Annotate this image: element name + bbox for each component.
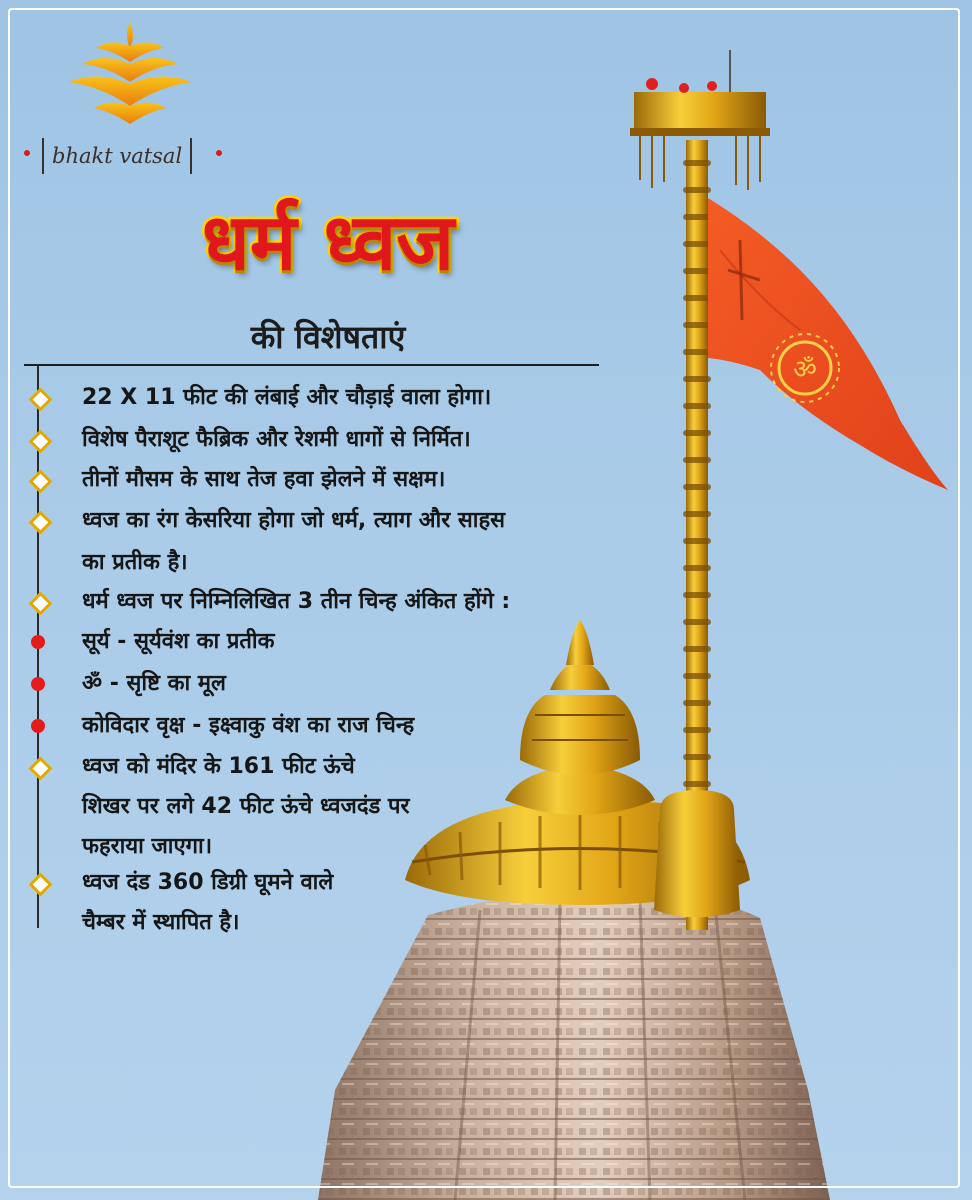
logo-dot-left bbox=[24, 150, 30, 156]
list-item: सूर्य - सूर्यवंश का प्रतीक bbox=[82, 629, 275, 654]
saffron-flag bbox=[708, 198, 948, 490]
brand-name: bhakt vatsal bbox=[42, 138, 192, 174]
page-subtitle: की विशेषताएं bbox=[250, 318, 406, 356]
red-dot-bullet-icon bbox=[28, 674, 48, 694]
list-item: ध्वज दंड 360 डिग्री घूमने वाले चैम्बर में स्थापित है। bbox=[82, 870, 334, 935]
list-item: तीनों मौसम के साथ तेज हवा झेलने में सक्षम। bbox=[82, 467, 446, 492]
brand-logo bbox=[20, 18, 240, 168]
om-emblem: ॐ bbox=[793, 355, 817, 385]
title-divider bbox=[24, 364, 599, 366]
diamond-bullet-icon bbox=[29, 388, 49, 408]
diamond-bullet-icon bbox=[29, 511, 49, 531]
list-item: विशेष पैराशूट फैब्रिक और रेशमी धागों से निर्मित। bbox=[82, 427, 471, 452]
list-item: कोविदार वृक्ष - इक्ष्वाकु वंश का राज चिन्ह bbox=[82, 713, 415, 738]
temple-spire bbox=[318, 888, 830, 1200]
logo-dot-right bbox=[216, 150, 222, 156]
diamond-bullet-icon bbox=[29, 873, 49, 893]
diamond-bullet-icon bbox=[29, 592, 49, 612]
diamond-bullet-icon bbox=[29, 430, 49, 450]
list-item: धर्म ध्वज पर निम्निलिखित 3 तीन चिन्ह अंकित होंगे : bbox=[82, 589, 511, 614]
red-dot-bullet-icon bbox=[28, 632, 48, 652]
list-item: ध्वज को मंदिर के 161 फीट ऊंचे शिखर पर लगे 42 फीट ऊंचे ध्वजदंड पर फहराया जाएगा। bbox=[82, 754, 410, 859]
diamond-bullet-icon bbox=[29, 757, 49, 777]
list-item: ध्वज का रंग केसरिया होगा जो धर्म, त्याग और साहस का प्रतीक है। bbox=[82, 508, 506, 575]
list-item: 22 X 11 फीट की लंबाई और चौड़ाई वाला होगा। bbox=[82, 385, 492, 410]
diamond-bullet-icon bbox=[29, 470, 49, 490]
list-item: ॐ - सृष्टि का मूल bbox=[82, 671, 226, 696]
flame-lotus-icon bbox=[60, 18, 200, 128]
red-dot-bullet-icon bbox=[28, 716, 48, 736]
page-title: धर्म ध्वज bbox=[201, 198, 455, 288]
